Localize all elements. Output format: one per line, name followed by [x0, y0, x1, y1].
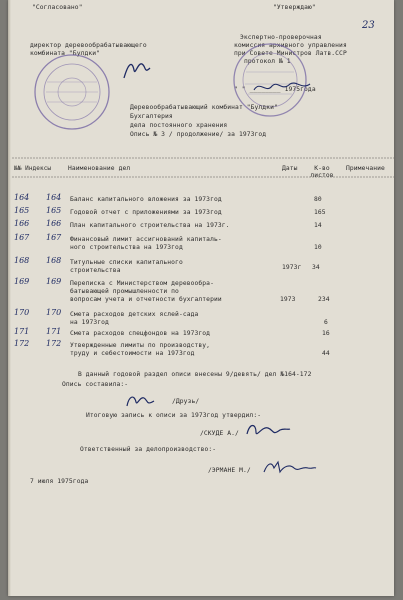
page-number: 23: [362, 20, 375, 31]
compiler-name: /Друзь/: [172, 398, 200, 405]
compiler-signature: [124, 392, 158, 410]
director-line-2: комбината "Булдки": [30, 50, 101, 57]
row-title-line-2: батывающей промышленности по: [70, 288, 179, 295]
header-notes: Примечание: [346, 165, 385, 172]
responsible-name: /ЭРМАНЕ М./: [208, 467, 251, 474]
row-number: 167: [14, 233, 30, 242]
row-title-line-1: Смета расходов детских яслей-сада: [70, 311, 199, 318]
row-index: 168: [46, 256, 62, 265]
department-title: Бухгалтерия: [130, 113, 173, 120]
row-date: 1973: [280, 296, 296, 303]
row-title: План капитального строительства на 1973г.: [70, 222, 230, 229]
row-index: 172: [46, 339, 62, 348]
row-title-line-1: Утвержденные лимиты по производству,: [70, 342, 211, 349]
totals-approval-line: Итоговую запись к описи за 1973год утвердил:-: [86, 412, 262, 419]
commission-line-3: при Совете Министров Латв.ССР: [234, 50, 347, 57]
document-date: 7 июля 1975года: [30, 478, 89, 485]
header-dates: Даты: [282, 165, 298, 172]
row-title-line-2: на 1973год: [70, 319, 109, 326]
responsible-line: Ответственный за делопроизводство:-: [80, 446, 217, 453]
summary-line: В данный годовой раздел описи внесены 9/девять/ дел №164-172: [78, 371, 312, 378]
row-title-line-1: Переписка с Министерством деревообра-: [70, 280, 214, 287]
row-number: 170: [14, 308, 30, 317]
row-number: 172: [14, 339, 30, 348]
row-sheets: 234: [318, 296, 330, 303]
row-sheets: 10: [314, 244, 322, 251]
row-number: 165: [14, 206, 30, 215]
row-index: 169: [46, 277, 62, 286]
inventory-title: Опись № 3 / продолжение/ за 1973год: [130, 131, 267, 138]
header-index: №№ Индексы: [14, 165, 52, 172]
row-title-line-2: ного строительства на 1973год: [70, 244, 183, 251]
commission-line-2: комиссия архивного управления: [234, 42, 347, 49]
approval-date-line: " " ________ 1975года: [234, 86, 316, 93]
storage-title: дела постоянного хранения: [130, 122, 228, 129]
row-sheets: 6: [324, 319, 328, 326]
header-sheets: К-во листов: [310, 165, 334, 180]
row-number: 164: [14, 193, 30, 202]
row-number: 169: [14, 277, 30, 286]
row-title: Баланс капитального вложения за 1973год: [70, 196, 222, 203]
protocol-line: протокол № 1: [244, 58, 291, 65]
row-title-line-1: Финансовый лимит ассигнований капиталь-: [70, 236, 222, 243]
director-line-1: директор деревообрабатывающего: [30, 42, 147, 49]
agreed-heading: "Согласовано": [32, 4, 83, 11]
row-index: 166: [46, 219, 62, 228]
row-title-line-2: труду и себестоимости на 1973год: [70, 350, 195, 357]
approved-heading: "Утверждаю": [273, 4, 316, 11]
row-sheets: 44: [322, 350, 330, 357]
row-index: 171: [46, 327, 62, 336]
row-title-line-3: вопросам учета и отчетности бухгалтерии: [70, 296, 222, 303]
row-number: 171: [14, 327, 30, 336]
row-sheets: 14: [314, 222, 322, 229]
row-title: Годовой отчет с приложениями за 1973год: [70, 209, 222, 216]
archive-inventory-page: [8, 0, 394, 596]
row-title: Смета расходов спецфондов на 1973год: [70, 330, 211, 337]
responsible-signature: [262, 458, 318, 478]
row-date: 1973г: [282, 264, 302, 271]
row-sheets: 80: [314, 196, 322, 203]
row-sheets: 16: [322, 330, 330, 337]
row-index: 165: [46, 206, 62, 215]
row-title-line-1: Титульные списки капитального: [70, 259, 183, 266]
row-index: 167: [46, 233, 62, 242]
row-index: 164: [46, 193, 62, 202]
commission-line-1: Экспертно-проверочная: [240, 34, 322, 41]
row-index: 170: [46, 308, 62, 317]
header-title: Наименование дел: [68, 165, 131, 172]
compiled-by-line: Опись составила:-: [62, 381, 129, 388]
organization-title: Деревообрабатывающий комбинат "Булдки": [130, 104, 278, 111]
approver-name: /СКУДЕ А./: [200, 430, 239, 437]
row-sheets: 34: [312, 264, 320, 271]
row-title-line-2: строительства: [70, 267, 121, 274]
row-sheets: 165: [314, 209, 326, 216]
row-number: 168: [14, 256, 30, 265]
row-number: 166: [14, 219, 30, 228]
approver-signature: [244, 420, 292, 440]
